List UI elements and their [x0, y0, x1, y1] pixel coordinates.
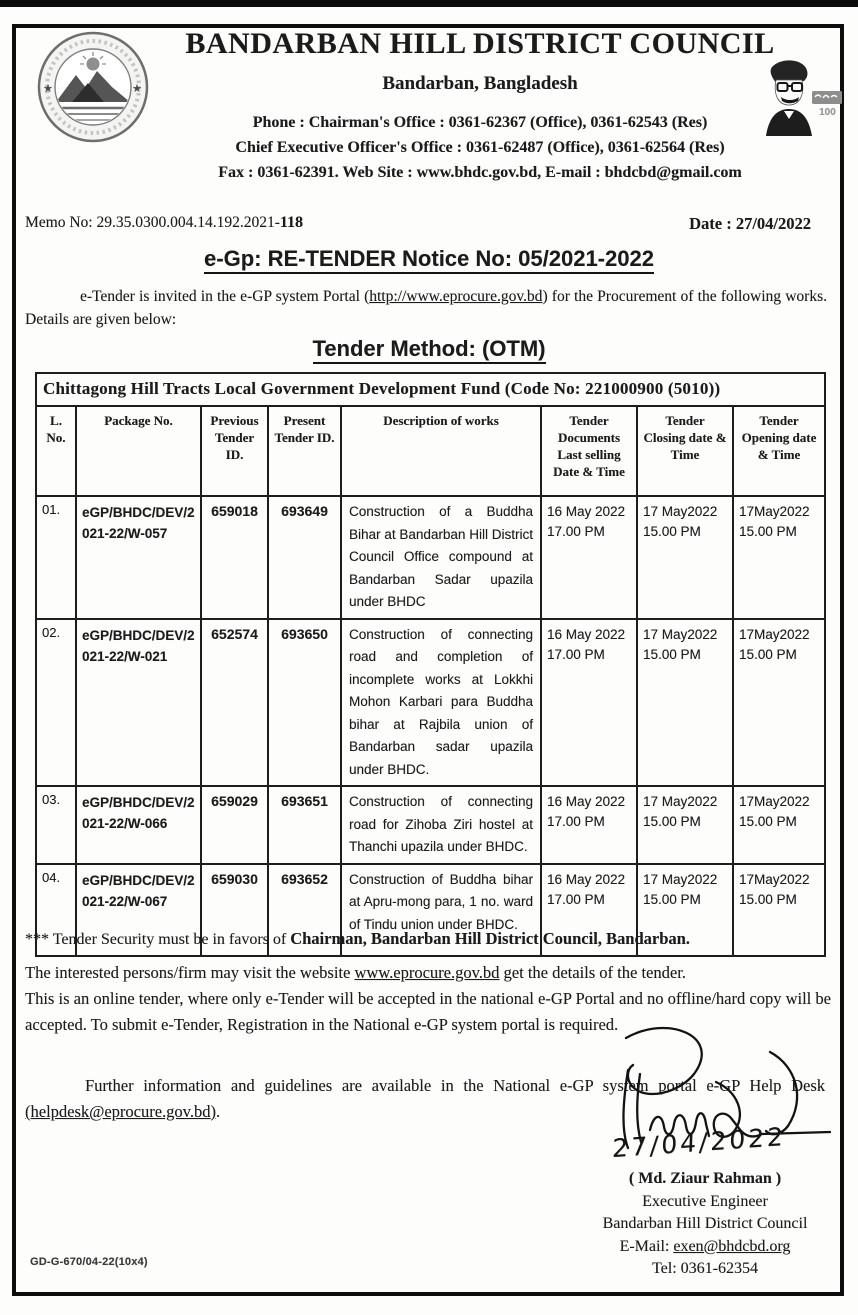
col-header-present-id: Present Tender ID.: [268, 406, 341, 496]
cell-closing: 17 May2022 15.00 PM: [637, 786, 733, 864]
cell-last-selling: 16 May 2022 17.00 PM: [541, 619, 637, 787]
cell-package: eGP/BHDC/DEV/2021-22/W-021: [76, 619, 201, 787]
table-title-row: [36, 373, 825, 406]
fax-web-email-line: Fax : 0361-62391. Web Site : www.bhdc.gov.bd, E-mail : bhdcbd@gmail.com: [218, 164, 742, 181]
cell-sl: 03.: [36, 786, 76, 864]
cell-prev-id: 659018: [201, 496, 268, 619]
org-title: BANDARBAN HILL DISTRICT COUNCIL: [185, 27, 775, 60]
cell-present-id: 693649: [268, 496, 341, 619]
cell-description: Construction of a Buddha Bihar at Bandarban Hill District Council Office compound at Bandarban Sadar upazila under BHDC: [341, 496, 541, 619]
website-line: [25, 960, 831, 986]
cell-opening: 17May2022 15.00 PM: [733, 619, 825, 787]
signatory-email-link: exen@bhdcbd.org: [673, 1237, 791, 1255]
svg-text:★: ★: [43, 83, 53, 95]
table-row: [36, 786, 825, 864]
cell-closing: 17 May2022 15.00 PM: [637, 864, 733, 956]
signatory-organization: Bandarban Hill District Council: [602, 1215, 808, 1232]
cell-present-id: 693652: [268, 864, 341, 956]
cell-last-selling: 16 May 2022 17.00 PM: [541, 864, 637, 956]
handwritten-date: 27/04/2022: [611, 1121, 787, 1164]
table-header-row: [36, 406, 825, 496]
cell-package: eGP/BHDC/DEV/2021-22/W-057: [76, 496, 201, 619]
cell-opening: 17May2022 15.00 PM: [733, 864, 825, 956]
eprocure-website-link: www.eprocure.gov.bd: [354, 963, 500, 982]
cell-prev-id: 659029: [201, 786, 268, 864]
scan-edge-strip: [0, 0, 858, 7]
memo-prefix: Memo No: 29.35.0300.004.14.192.2021-: [25, 214, 280, 231]
table-row: [36, 496, 825, 619]
tender-table: [35, 372, 826, 957]
tender-method: Tender Method: (OTM): [313, 336, 546, 364]
council-seal-icon: [36, 30, 150, 144]
cell-description: Construction of connecting road and completion of incomplete works at Lokkhi Mohon Karbari para Buddha bihar at Rajbila union of Bandarban sadar upazila under BHDC.: [341, 619, 541, 787]
col-header-last-selling: Tender Documents Last selling Date & Time: [541, 406, 637, 496]
svg-text:★: ★: [132, 83, 142, 95]
form-code: GD-G-670/04-22(10x4): [30, 1256, 148, 1268]
phone-line: Phone : Chairman's Office : 0361-62367 (Office), 0361-62543 (Res): [252, 114, 708, 131]
contact-lines: [150, 110, 810, 185]
cell-sl: 04.: [36, 864, 76, 956]
tender-method-row: [0, 336, 858, 362]
mujib-100-portrait-icon: [742, 58, 846, 136]
security-note-prefix: *** Tender Security must be in favors of: [25, 931, 291, 948]
cell-package: eGP/BHDC/DEV/2021-22/W-066: [76, 786, 201, 864]
intro-text-before: e-Tender is invited in the e-GP system Portal (: [80, 288, 370, 305]
col-header-closing: Tender Closing date & Time: [637, 406, 733, 496]
org-location: Bandarban, Bangladesh: [382, 73, 578, 94]
col-header-prev-id: Previous Tender ID.: [201, 406, 268, 496]
svg-text:100: 100: [819, 107, 836, 118]
cell-closing: 17 May2022 15.00 PM: [637, 619, 733, 787]
cell-sl: 01.: [36, 496, 76, 619]
cell-closing: 17 May2022 15.00 PM: [637, 496, 733, 619]
notice-title-row: [0, 246, 858, 272]
notice-title: e-Gp: RE-TENDER Notice No: 05/2021-2022: [204, 246, 654, 274]
signatory-email-line: [555, 1236, 855, 1259]
letterhead: [150, 27, 810, 185]
ceo-phone-line: Chief Executive Officer's Office : 0361-62487 (Office), 0361-62564 (Res): [235, 139, 725, 156]
cell-opening: 17May2022 15.00 PM: [733, 496, 825, 619]
cell-package: eGP/BHDC/DEV/2021-22/W-067: [76, 864, 201, 956]
cell-description: Construction of connecting road for Zihoba Ziri hostel at Thanchi upazila under BHDC.: [341, 786, 541, 864]
fund-title: Chittagong Hill Tracts Local Government Development Fund (Code No: 221000900 (5010)): [36, 373, 825, 406]
further-info-after: .: [215, 1102, 221, 1121]
table-row: [36, 619, 825, 787]
cell-description: Construction of Buddha bihar at Apru-mong para, 1 no. ward of Tindu union under BHDC.: [341, 864, 541, 956]
cell-prev-id: 659030: [201, 864, 268, 956]
cell-prev-id: 652574: [201, 619, 268, 787]
website-line-before: The interested persons/firm may visit the website: [25, 963, 355, 982]
signatory-name: ( Md. Ziaur Rahman ): [628, 1170, 782, 1187]
memo-row: [25, 214, 825, 234]
col-header-package: Package No.: [76, 406, 201, 496]
cell-last-selling: 16 May 2022 17.00 PM: [541, 786, 637, 864]
further-info-before: Further information and guidelines are available in the National e-GP system portal e-GP Help Desk: [85, 1076, 825, 1095]
eprocure-portal-link: http://www.eprocure.gov.bd: [369, 288, 543, 305]
helpdesk-email-link: (helpdesk@eprocure.gov.bd): [25, 1102, 216, 1121]
cell-last-selling: 16 May 2022 17.00 PM: [541, 496, 637, 619]
intro-paragraph: [25, 285, 827, 331]
signatory-designation: Executive Engineer: [642, 1192, 768, 1210]
cell-opening: 17May2022 15.00 PM: [733, 786, 825, 864]
security-note: [25, 929, 830, 949]
security-note-bold: Chairman, Bandarban Hill District Council, Bandarban.: [290, 929, 690, 948]
email-label: E-Mail:: [619, 1237, 674, 1255]
memo-date: Date : 27/04/2022: [689, 214, 811, 233]
col-header-sl: L. No.: [36, 406, 76, 496]
col-header-description: Description of works: [341, 406, 541, 496]
website-line-after: get the details of the tender.: [499, 963, 686, 982]
cell-sl: 02.: [36, 619, 76, 787]
signature-block: [555, 1168, 855, 1281]
cell-present-id: 693650: [268, 619, 341, 787]
memo-serial: 118: [279, 214, 304, 231]
col-header-opening: Tender Opening date & Time: [733, 406, 825, 496]
intro-text-after: ) for the Procurement of the following works. Details are given below:: [25, 288, 827, 328]
signatory-telephone: Tel: 0361-62354: [652, 1260, 758, 1277]
online-tender-note: This is an online tender, where only e-Tender will be accepted in the national e-GP Portal and no offline/hard copy will be accepted. To submit e-Tender, Registration in the National e-GP system portal is required.: [25, 989, 831, 1034]
cell-present-id: 693651: [268, 786, 341, 864]
memo-number: [25, 214, 303, 232]
